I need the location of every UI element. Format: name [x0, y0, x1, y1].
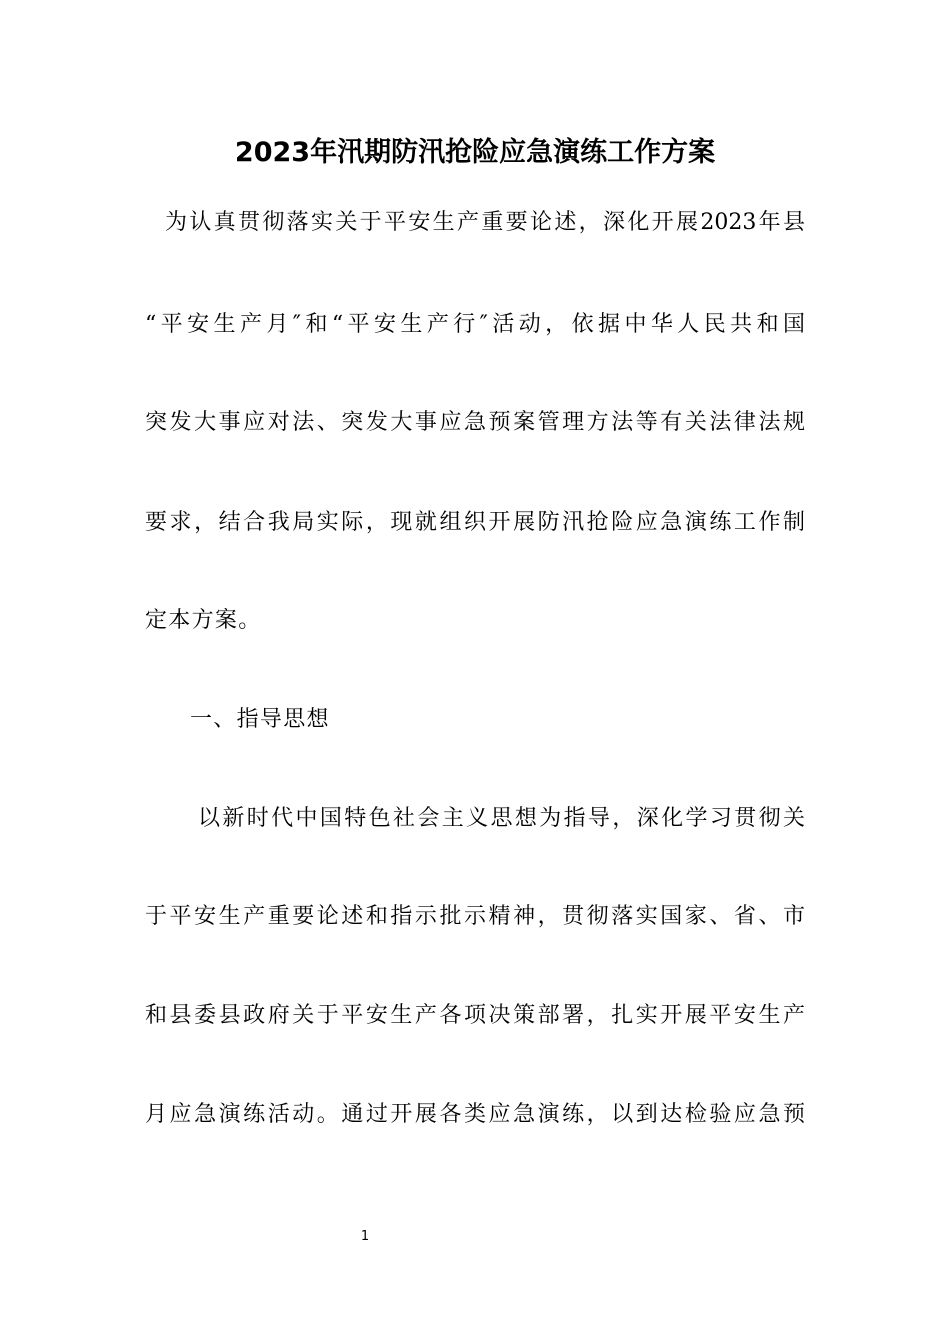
section-heading: 一、指导思想	[190, 707, 330, 732]
paragraph-line: 和县委县政府关于平安生产各项决策部署，扎实开展平安生产	[145, 1003, 805, 1028]
paragraph-line: 要求，结合我局实际，现就组织开展防汛抢险应急演练工作制	[145, 510, 805, 535]
paragraph-line: 以新时代中国特色社会主义思想为指导，深化学习贯彻关	[198, 806, 805, 831]
paragraph-line: “平安生产月″和“平安生产行″活动，依据中华人民共和国	[145, 312, 805, 337]
paragraph-line: 定本方案。	[145, 608, 262, 633]
document-title: 2023年汛期防汛抢险应急演练工作方案	[234, 137, 716, 168]
paragraph-line: 突发大事应对法、突发大事应急预案管理方法等有关法律法规	[145, 410, 805, 435]
paragraph-line: 月应急演练活动。通过开展各类应急演练，以到达检验应急预	[145, 1102, 805, 1127]
paragraph-line: 于平安生产重要论述和指示批示精神，贯彻落实国家、省、市	[145, 904, 805, 929]
page-number: 1	[360, 1229, 370, 1244]
paragraph-line: 为认真贯彻落实关于平安生产重要论述，深化开展2023年县	[165, 210, 805, 235]
